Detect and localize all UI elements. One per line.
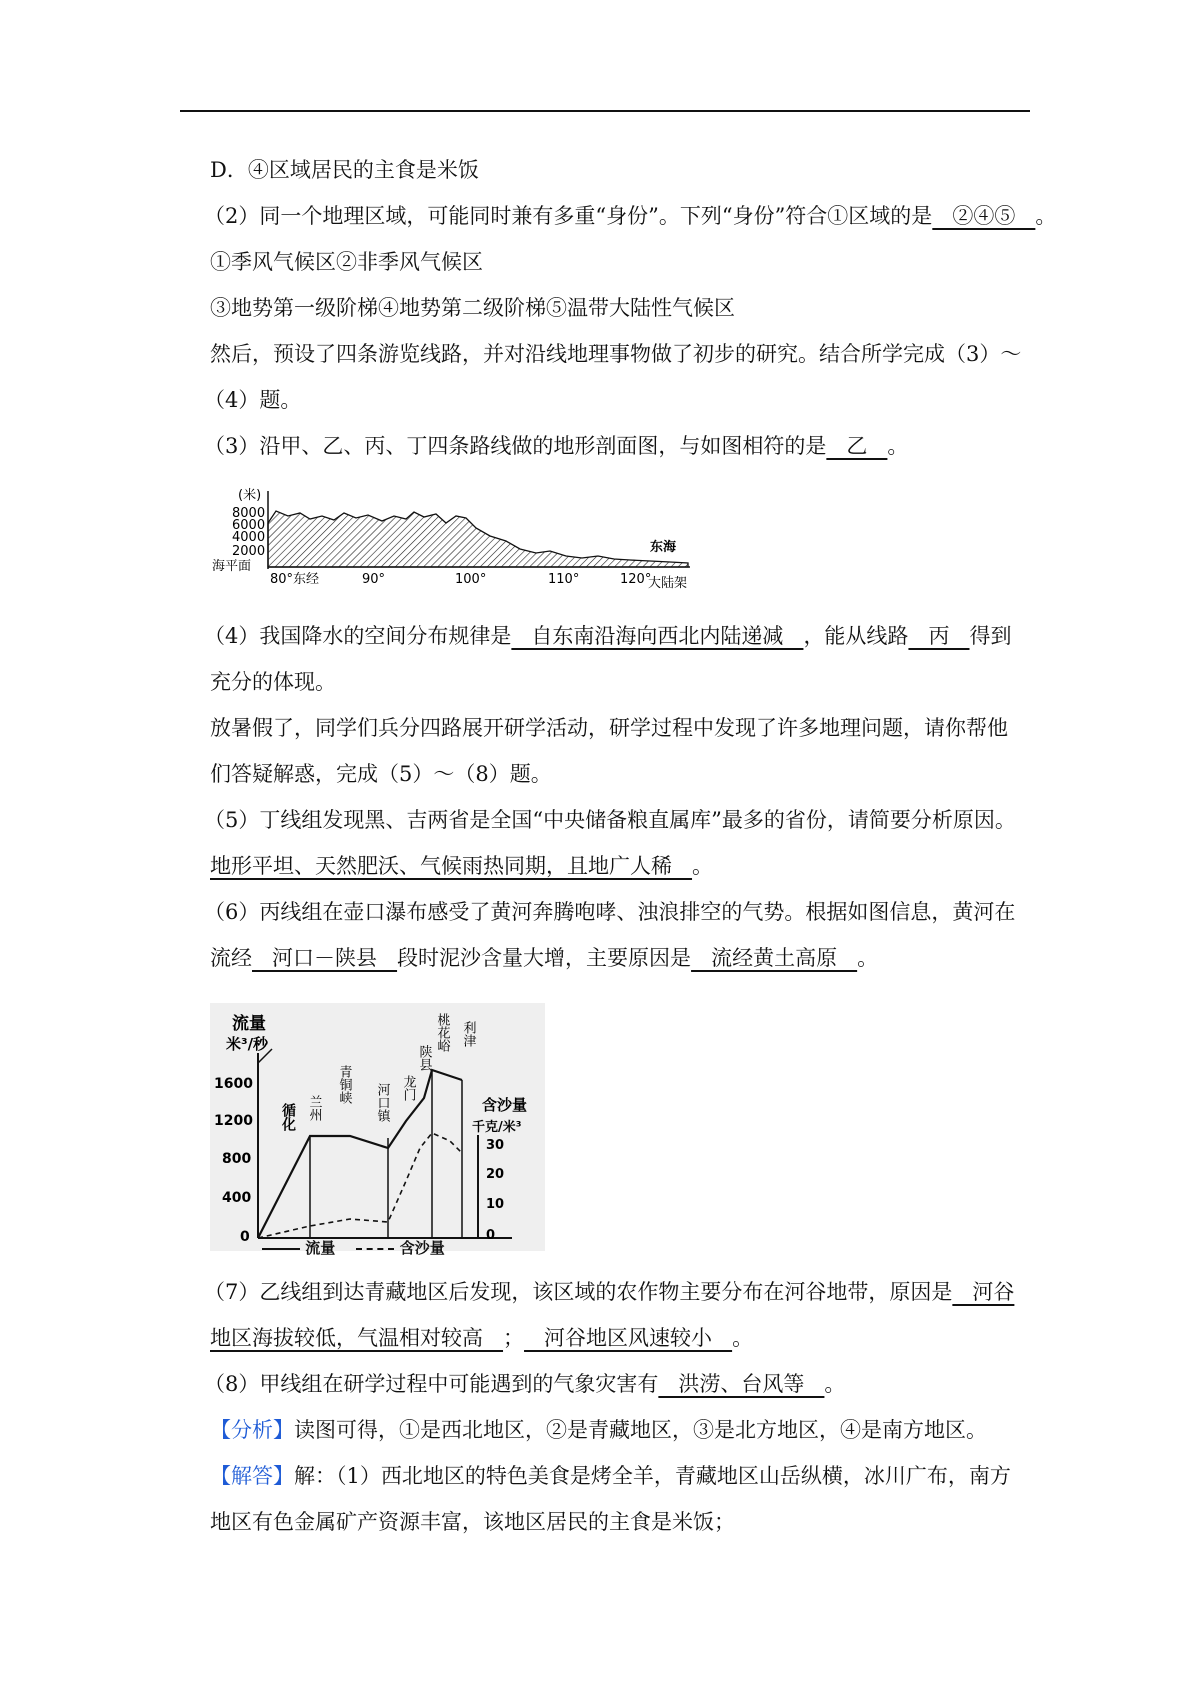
- option-d: D．④区域居民的主食是米饭: [210, 158, 479, 182]
- sand-axis-title: 含沙量: [482, 1096, 528, 1114]
- identity-line-1: ①季风气候区②非季风气候区: [210, 250, 483, 274]
- answer-7b: 河谷地区风速较小: [524, 1326, 733, 1350]
- question-3: （3）沿甲、乙、丙、丁四条路线做的地形剖面图，与如图相符的是 乙 。: [204, 434, 909, 458]
- analysis-tag: 【分析】: [210, 1418, 294, 1442]
- flow-ytick: 0: [240, 1229, 250, 1245]
- question-5: （5）丁线组发现黑、吉两省是全国“中央储备粮直属库”最多的省份，请简要分析原因。: [204, 808, 1016, 832]
- station-label: 循化: [280, 1103, 296, 1131]
- answer-7a-start: 河谷: [952, 1280, 1015, 1304]
- terrain-profile-area: [268, 511, 688, 567]
- legend-flow-label: 流量: [305, 1239, 336, 1257]
- answer-5: 地形平坦、天然肥沃、气候雨热同期，且地广人稀: [210, 854, 693, 878]
- answer-7a-end: 地区海拔较低，气温相对较高: [210, 1326, 504, 1350]
- question-4: （4）我国降水的空间分布规律是 自东南沿海向西北内陆递减 ，能从线路 丙 得到: [204, 624, 1012, 648]
- flow-ytick: 400: [222, 1190, 252, 1206]
- answer-4b: 丙: [908, 624, 970, 648]
- profile-xtick: 80°东经: [270, 572, 320, 587]
- flow-sediment-figure: [210, 1003, 545, 1257]
- answer-5-line: 地形平坦、天然肥沃、气候雨热同期，且地广人稀 。: [210, 854, 714, 878]
- chart-legend: [262, 1237, 445, 1258]
- answer-6b: 流经黄土高原: [691, 946, 858, 970]
- flow-axis-unit: 米³/秒: [226, 1035, 269, 1053]
- terrain-profile-figure: [210, 483, 700, 595]
- profile-xtick: 90°: [362, 572, 386, 587]
- profile-ytick: 4000: [232, 530, 266, 545]
- station-label: 青铜峡: [336, 1065, 352, 1104]
- question-7: （7）乙线组到达青藏地区后发现，该区域的农作物主要分布在河谷地带，原因是 河谷: [204, 1280, 1015, 1304]
- header-rule: [180, 110, 1030, 112]
- sand-ytick: 10: [486, 1197, 505, 1212]
- sand-ytick: 0: [486, 1228, 496, 1243]
- station-label: 兰州: [306, 1095, 322, 1121]
- profile-ytick: 8000: [232, 506, 266, 521]
- answer-4a: 自东南沿海向西北内陆递减: [511, 624, 804, 648]
- sand-ytick: 20: [486, 1167, 505, 1182]
- profile-east-sea: 东海: [650, 540, 677, 555]
- station-label: 桃花峪: [434, 1013, 450, 1052]
- sand-axis-unit: 千克/米³: [472, 1120, 522, 1135]
- solution-tag: 【解答】: [210, 1464, 294, 1488]
- question-4-cont: 充分的体现。: [210, 670, 336, 694]
- station-label: 龙门: [400, 1075, 416, 1101]
- profile-xtick: 120°: [620, 572, 652, 587]
- answer-3: 乙: [826, 434, 888, 458]
- profile-xtick: 110°: [548, 572, 580, 587]
- question-7-cont: 地区海拔较低，气温相对较高 ； 河谷地区风速较小 。: [210, 1326, 754, 1350]
- question-6: （6）丙线组在壶口瀑布感受了黄河奔腾咆哮、浊浪排空的气势。根据如图信息，黄河在: [204, 900, 1016, 924]
- flow-axis-title: 流量: [232, 1014, 266, 1034]
- profile-ytick: 6000: [232, 518, 266, 533]
- station-label: 陕县: [416, 1045, 432, 1071]
- profile-unit: (米): [238, 488, 262, 503]
- intro-study-cont: 们答疑解惑，完成（5）～（8）题。: [210, 762, 552, 786]
- answer-8: 洪涝、台风等: [658, 1372, 825, 1396]
- answer-2: ②④⑤: [932, 204, 1036, 228]
- flow-ytick: 1600: [214, 1076, 253, 1092]
- station-label: 河口镇: [374, 1083, 390, 1122]
- profile-ytick: 2000: [232, 544, 266, 559]
- flow-ytick: 800: [222, 1151, 252, 1167]
- profile-xtick: 100°: [455, 572, 487, 587]
- intro-study: 放暑假了，同学们兵分四路展开研学活动，研学过程中发现了许多地理问题，请你帮他: [210, 716, 1008, 740]
- intro-routes-cont: （4）题。: [204, 388, 302, 412]
- intro-routes: 然后，预设了四条游览线路，并对沿线地理事物做了初步的研究。结合所学完成（3）～: [210, 342, 1022, 366]
- question-8: （8）甲线组在研学过程中可能遇到的气象灾害有 洪涝、台风等 。: [204, 1372, 846, 1396]
- profile-sea-level: 海平面: [212, 559, 252, 574]
- profile-shelf: 大陆架: [648, 576, 688, 591]
- identity-line-2: ③地势第一级阶梯④地势第二级阶梯⑤温带大陆性气候区: [210, 296, 735, 320]
- question-2: （2）同一个地理区域，可能同时兼有多重“身份”。下列“身份”符合①区域的是 ②④⑤ 。: [204, 204, 1057, 228]
- solution: 【解答】解：（1）西北地区的特色美食是烤全羊，青藏地区山岳纵横，冰川广布，南方: [210, 1464, 1011, 1488]
- question-6-cont: 流经 河口－陕县 段时泥沙含量大增，主要原因是 流经黄土高原 。: [210, 946, 879, 970]
- legend-sand-label: 含沙量: [399, 1239, 445, 1257]
- flow-ytick: 1200: [214, 1113, 253, 1129]
- station-label: 利津: [460, 1021, 476, 1047]
- sand-ytick: 30: [486, 1138, 505, 1153]
- answer-6a: 河口－陕县: [252, 946, 398, 970]
- analysis: 【分析】读图可得，①是西北地区，②是青藏地区，③是北方地区，④是南方地区。: [210, 1418, 987, 1442]
- legend-flow-swatch: [262, 1248, 300, 1250]
- legend-sand-swatch: [356, 1248, 394, 1250]
- solution-cont: 地区有色金属矿产资源丰富，该地区居民的主食是米饭；: [210, 1510, 735, 1534]
